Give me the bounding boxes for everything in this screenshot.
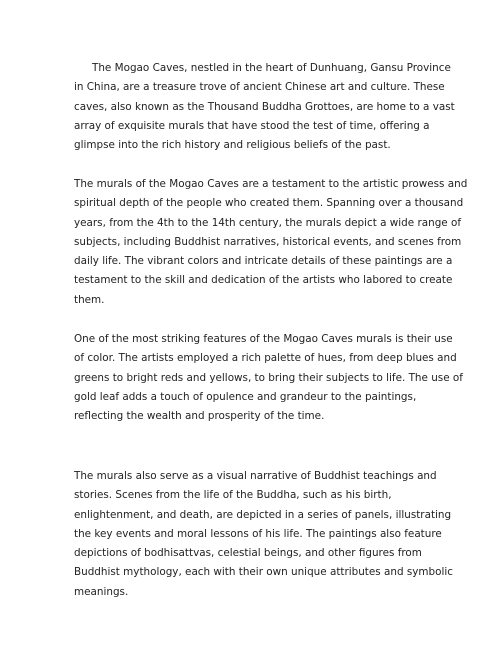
paragraph-line: The murals of the Mogao Caves are a testament to the artistic prowess and: [74, 178, 468, 190]
paragraph-line: in China, are a treasure trove of ancient Chinese art and culture. These: [74, 81, 445, 94]
paragraph-line: years, from the 4th to the 14th century, the murals depict a wide range of: [74, 216, 462, 229]
paragraph-line: the key events and moral lessons of his life. The paintings also feature: [74, 527, 442, 540]
paragraph-line: Buddhist mythology, each with their own unique attributes and symbolic: [74, 566, 453, 579]
paragraph-line: greens to bright reds and yellows, to bring their subjects to life. The use of: [74, 371, 463, 384]
paragraph-line: stories. Scenes from the life of the Buddha, such as his birth,: [74, 489, 392, 502]
paragraph-2: [74, 175, 468, 310]
paragraph-line: The murals also serve as a visual narrative of Buddhist teachings and: [74, 470, 437, 482]
paragraph-line: testament to the skill and dedication of the artists who labored to create: [74, 274, 453, 287]
paragraph-line: daily life. The vibrant colors and intricate details of these paintings are a: [74, 255, 453, 268]
paragraph-line: meanings.: [74, 585, 129, 598]
paragraph-line: depictions of bodhisattvas, celestial beings, and other figures from: [74, 547, 422, 560]
paragraph-line: subjects, including Buddhist narratives, historical events, and scenes from: [74, 235, 462, 248]
paragraph-3: [74, 330, 463, 426]
paragraph-1: [74, 59, 455, 155]
paragraph-line: array of exquisite murals that have stood the test of time, offering a: [74, 119, 430, 132]
paragraph-line: them.: [74, 293, 105, 306]
paragraph-line: caves, also known as the Thousand Buddha Grottoes, are home to a vast: [74, 100, 455, 113]
paragraph-line: reflecting the wealth and prosperity of the time.: [74, 410, 325, 423]
paragraph-line: glimpse into the rich history and religious beliefs of the past.: [74, 139, 391, 152]
paragraph-4: [74, 467, 453, 602]
paragraph-line: One of the most striking features of the Mogao Caves murals is their use: [74, 333, 453, 345]
paragraph-line: The Mogao Caves, nestled in the heart of Dunhuang, Gansu Province: [92, 62, 451, 74]
paragraph-line: enlightenment, and death, are depicted in a series of panels, illustrating: [74, 508, 452, 521]
paragraph-line: spiritual depth of the people who created them. Spanning over a thousand: [74, 197, 464, 210]
paragraph-line: gold leaf adds a touch of opulence and grandeur to the paintings,: [74, 390, 417, 403]
paragraph-line: of color. The artists employed a rich palette of hues, from deep blues and: [74, 352, 457, 365]
